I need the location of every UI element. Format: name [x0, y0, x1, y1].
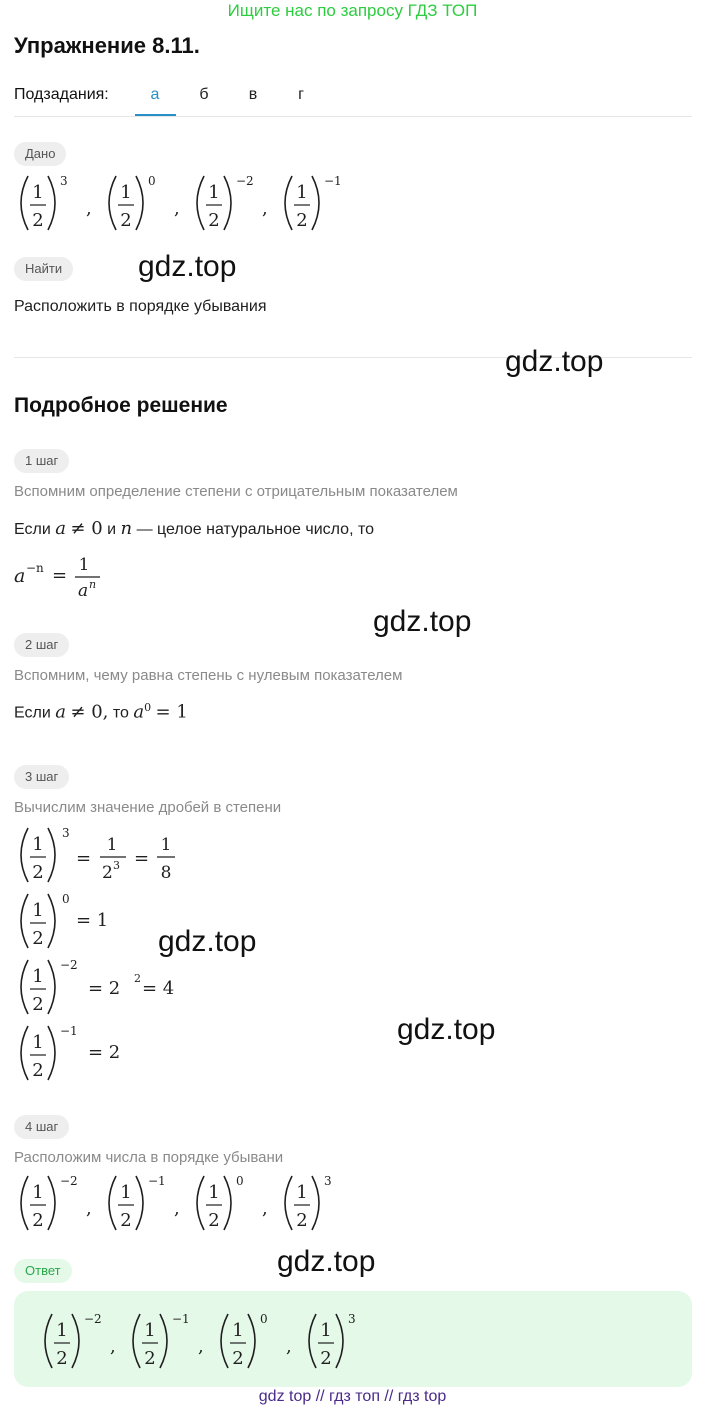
fraction-power-term: [109, 1174, 180, 1231]
left-paren: [309, 1314, 316, 1368]
fraction-power-term: [197, 1174, 268, 1231]
formula-eq: =: [52, 565, 68, 586]
exponent: −1: [324, 174, 342, 188]
step-2-rhs: = 1: [155, 701, 188, 723]
numerator: 1: [32, 182, 44, 203]
fraction-power-list: [38, 1308, 390, 1372]
exponent: −2: [236, 174, 254, 188]
fraction-power-term: [285, 1174, 332, 1231]
row4-exp: −1: [60, 1024, 78, 1038]
left-paren: [109, 176, 116, 230]
separator: ,: [198, 1336, 204, 1357]
step-2-if: Если: [14, 704, 51, 722]
separator: ,: [262, 198, 268, 219]
exponent: −2: [60, 1174, 78, 1188]
given-chip: Дано: [14, 142, 66, 166]
step-1-var-a: a: [55, 518, 66, 539]
right-paren: [48, 828, 55, 882]
subtasks-label: Подзадания:: [14, 86, 109, 103]
step-2-exp: 0: [144, 701, 152, 714]
right-paren: [160, 1314, 167, 1368]
right-paren: [224, 1176, 231, 1230]
numerator: 1: [320, 1320, 332, 1341]
row3-rhs: = 2: [88, 978, 121, 999]
fraction-power-term: [221, 1312, 292, 1369]
find-chip: Найти: [14, 257, 73, 281]
solution-title: Подробное решение: [14, 394, 228, 417]
row1-f1-den-exp: 3: [113, 859, 120, 872]
find-text: Расположить в порядке убывания: [14, 298, 267, 315]
step-3-note: Вычислим значение дробей в степени: [14, 799, 282, 816]
given-expression: [14, 170, 366, 239]
step-2-note: Вспомним, чему равна степень с нулевым показателем: [14, 667, 403, 684]
fraction-power-term: [21, 1174, 92, 1231]
separator: ,: [110, 1336, 116, 1357]
denominator: 2: [320, 1348, 332, 1369]
watermark: gdz.top: [397, 1013, 496, 1046]
exponent: 3: [348, 1312, 356, 1326]
watermark: gdz.top: [158, 925, 257, 958]
answer-chip: Ответ: [14, 1259, 72, 1283]
step-2-var-a: a: [55, 701, 66, 723]
watermark: gdz.top: [277, 1245, 376, 1278]
step-2-neq: ≠ 0,: [70, 701, 109, 723]
tabs-divider: [14, 116, 692, 117]
left-paren: [21, 176, 28, 230]
exponent: 0: [236, 1174, 244, 1188]
fraction-power-list: [14, 1170, 366, 1234]
formula-num: 1: [78, 555, 90, 575]
exponent: 0: [148, 174, 156, 188]
fraction-power-term: [197, 174, 268, 231]
separator: ,: [174, 198, 180, 219]
separator: ,: [262, 1198, 268, 1219]
exponent: 3: [60, 174, 68, 188]
numerator: 1: [296, 182, 308, 203]
numerator: 1: [296, 1182, 308, 1203]
step-4-expression: [14, 1170, 366, 1239]
step-2-then: то: [112, 704, 129, 722]
answer-expression: [38, 1308, 390, 1377]
left-paren: [197, 176, 204, 230]
left-paren: [21, 1176, 28, 1230]
numerator: 1: [232, 1320, 244, 1341]
fraction-power-term: [309, 1312, 356, 1369]
formula-den-exp: n: [89, 578, 97, 591]
row1-f2-num: 1: [160, 835, 172, 855]
numerator: 1: [56, 1320, 68, 1341]
step-2-condition: [14, 701, 188, 722]
numerator: 1: [32, 1182, 44, 1203]
step-3-row-4: [12, 1020, 212, 1084]
row1-num: 1: [32, 834, 44, 855]
step-1-if: Если: [14, 521, 51, 538]
denominator: 2: [32, 210, 44, 231]
row1-f1-den: 2: [102, 863, 113, 883]
numerator: 1: [208, 1182, 220, 1203]
step-1-note: Вспомним определение степени с отрицательным показателем: [14, 483, 458, 500]
step-4-chip: 4 шаг: [14, 1115, 69, 1139]
right-paren: [48, 1176, 55, 1230]
row3-rhs-tail: = 4: [142, 978, 175, 999]
left-paren: [21, 828, 28, 882]
fraction-power-term: [21, 174, 92, 231]
right-paren: [72, 1314, 79, 1368]
step-2-chip: 2 шаг: [14, 633, 69, 657]
left-paren: [45, 1314, 52, 1368]
left-paren: [109, 1176, 116, 1230]
exponent: −2: [84, 1312, 102, 1326]
denominator: 2: [208, 1210, 220, 1231]
right-paren: [136, 176, 143, 230]
row1-eq2: =: [134, 848, 150, 869]
fraction-power-term: [109, 174, 180, 231]
step-3-row-1: [12, 822, 212, 886]
tab-subtask-g[interactable]: г: [298, 86, 304, 103]
step-2-base: a: [133, 701, 145, 723]
numerator: 1: [120, 182, 132, 203]
step-1-and: и: [107, 521, 117, 538]
fraction-power-term: [133, 1312, 204, 1369]
separator: ,: [86, 1198, 92, 1219]
step-3-row-3: [12, 954, 212, 1018]
numerator: 1: [208, 182, 220, 203]
right-paren: [336, 1314, 343, 1368]
left-paren: [285, 1176, 292, 1230]
fraction-power-term: [45, 1312, 116, 1369]
tab-subtask-b[interactable]: б: [199, 86, 209, 103]
footer-links[interactable]: gdz top // гдз топ // гдз top: [258, 1388, 447, 1405]
separator: ,: [286, 1336, 292, 1357]
svg-text:1: 1: [32, 1032, 44, 1053]
denominator: 2: [120, 1210, 132, 1231]
step-3-chip: 3 шаг: [14, 765, 69, 789]
exponent: 0: [260, 1312, 268, 1326]
tab-subtask-a[interactable]: а: [150, 86, 160, 103]
svg-text:2: 2: [32, 1060, 44, 1081]
exponent: −1: [172, 1312, 190, 1326]
exponent: 3: [324, 1174, 332, 1188]
numerator: 1: [120, 1182, 132, 1203]
step-1-chip: 1 шаг: [14, 449, 69, 473]
row3-rhs-exp: 2: [134, 972, 141, 985]
svg-text:2: 2: [32, 928, 44, 949]
right-paren: [136, 1176, 143, 1230]
denominator: 2: [56, 1348, 68, 1369]
numerator: 1: [144, 1320, 156, 1341]
denominator: 2: [144, 1348, 156, 1369]
tab-subtask-v[interactable]: в: [248, 86, 258, 103]
step-1-condition: [14, 518, 374, 539]
row2-exp: 0: [62, 892, 70, 906]
row1-den: 2: [32, 862, 44, 883]
denominator: 2: [232, 1348, 244, 1369]
left-paren: [197, 1176, 204, 1230]
svg-text:1: 1: [32, 966, 44, 987]
separator: ,: [86, 198, 92, 219]
fraction-power-term: [285, 174, 342, 231]
row1-eq: =: [76, 848, 92, 869]
row3-exp: −2: [60, 958, 78, 972]
denominator: 2: [120, 210, 132, 231]
separator: ,: [174, 1198, 180, 1219]
svg-text:1: 1: [32, 900, 44, 921]
right-paren: [312, 176, 319, 230]
page-title: Упражнение 8.11.: [14, 33, 200, 58]
left-paren: [133, 1314, 140, 1368]
left-paren: [285, 176, 292, 230]
search-banner[interactable]: Ищите нас по запросу ГДЗ ТОП: [227, 1, 478, 20]
watermark: gdz.top: [373, 605, 472, 638]
exponent: −1: [148, 1174, 166, 1188]
right-paren: [248, 1314, 255, 1368]
denominator: 2: [32, 1210, 44, 1231]
svg-text:2: 2: [32, 994, 44, 1015]
row1-exp: 3: [62, 826, 70, 840]
row1-f2-den: 8: [160, 863, 172, 883]
step-1-neq: ≠ 0: [70, 518, 103, 539]
watermark: gdz.top: [138, 250, 237, 283]
row4-rhs: = 2: [88, 1042, 121, 1063]
step-1-var-n: n: [120, 518, 133, 539]
watermark: gdz.top: [505, 345, 604, 378]
denominator: 2: [296, 1210, 308, 1231]
row1-f1-num: 1: [106, 835, 118, 855]
step-4-note: Расположим числа в порядке убывани: [14, 1149, 284, 1166]
right-paren: [48, 176, 55, 230]
denominator: 2: [296, 210, 308, 231]
left-paren: [221, 1314, 228, 1368]
fraction-power-list: [14, 170, 366, 234]
step-1-formula: [12, 548, 112, 604]
step-1-suffix: — целое натуральное число, то: [136, 521, 374, 538]
denominator: 2: [208, 210, 220, 231]
row2-rhs: = 1: [76, 910, 109, 931]
right-paren: [224, 176, 231, 230]
right-paren: [312, 1176, 319, 1230]
formula-lhs-exp: −n: [26, 561, 44, 575]
formula-den-base: a: [78, 581, 89, 601]
formula-lhs-base: a: [14, 565, 26, 587]
